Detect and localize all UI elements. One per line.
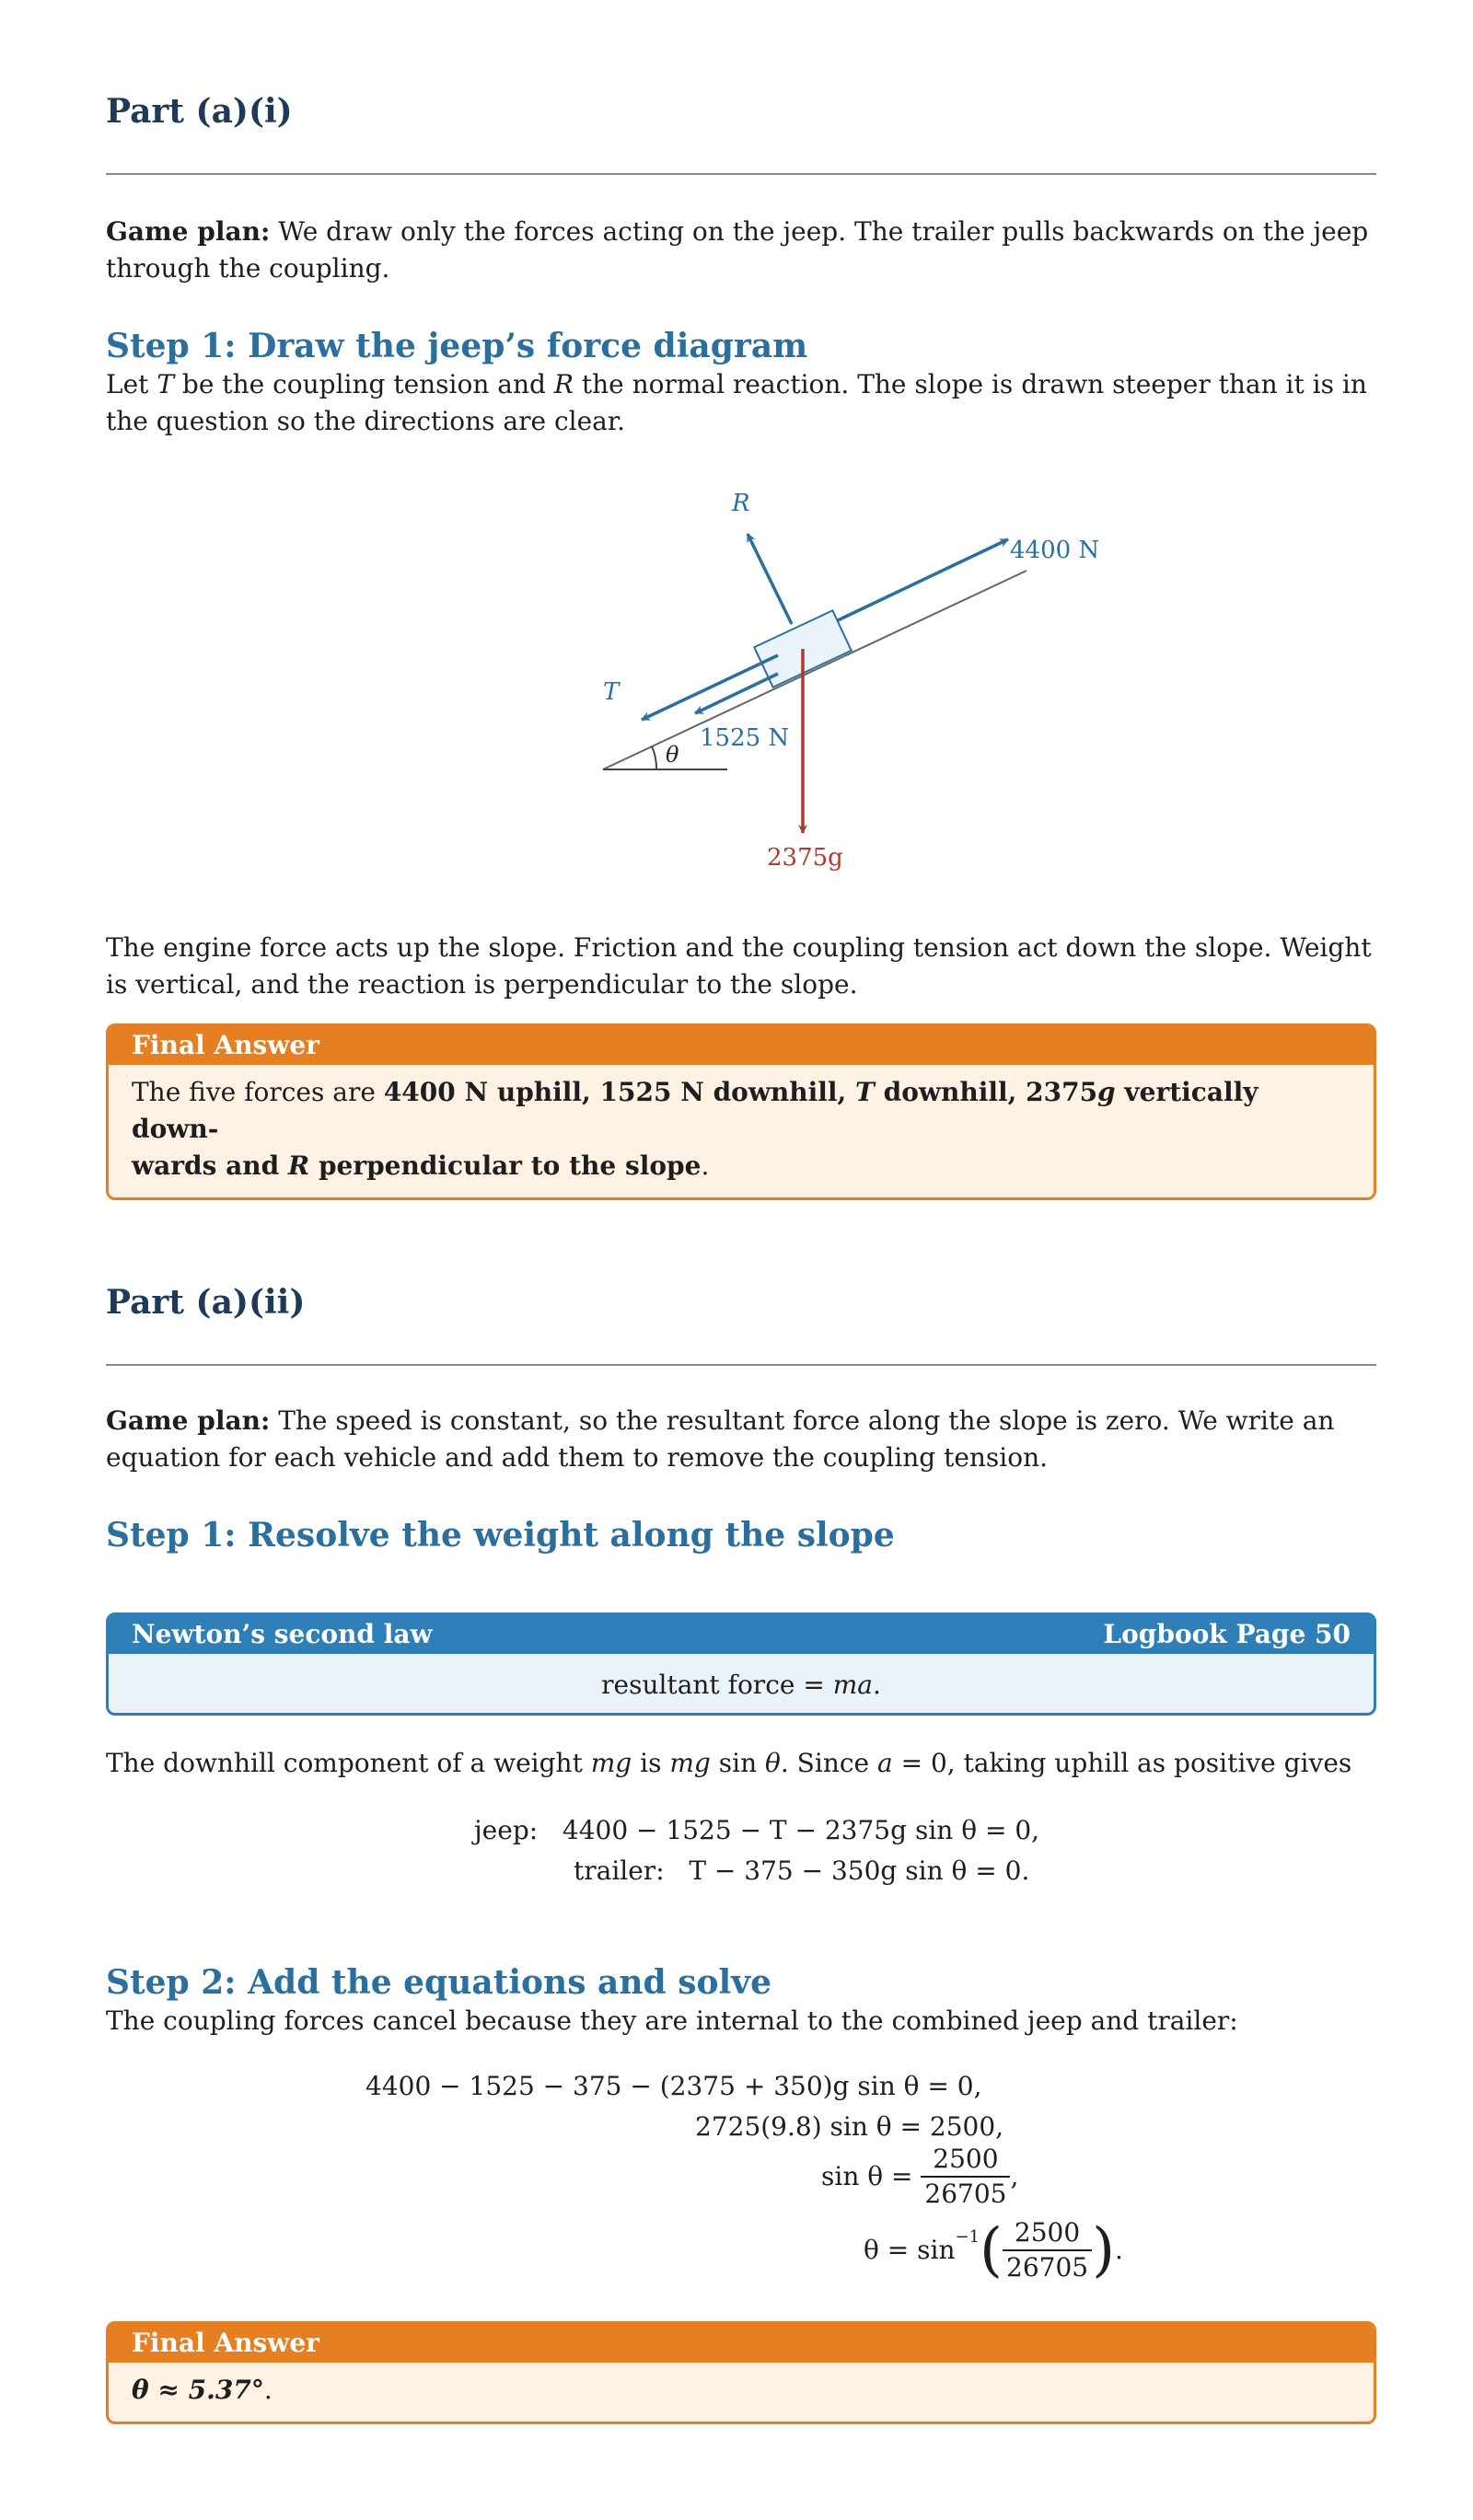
weight-label: 2375g — [767, 844, 843, 872]
math-mg: mg — [590, 1748, 632, 1778]
denominator: 26705 — [924, 2179, 1007, 2209]
text: The five forces are — [132, 1077, 384, 1107]
part-a-ii-step1-title: Step 1: Resolve the weight along the slope — [106, 1516, 895, 1555]
math-a: a — [877, 1748, 893, 1778]
engine-force-arrow — [838, 539, 1008, 620]
text: downhill, 2375 — [874, 1077, 1098, 1107]
text: , — [1010, 2161, 1019, 2191]
text: sin θ = — [821, 2161, 913, 2191]
final-answer-heading: Final Answer — [109, 1026, 1374, 1065]
part-a-i-step1-text — [106, 366, 1376, 440]
jeep-equation — [474, 1811, 1039, 1850]
numerator: 2500 — [1003, 2216, 1092, 2251]
trailer-label: trailer: — [574, 1855, 665, 1886]
tension-label: T — [603, 678, 620, 706]
angle-arc — [652, 746, 656, 769]
numerator: 2500 — [921, 2143, 1010, 2178]
text: θ = sin — [864, 2235, 956, 2265]
part-a-i-step1-title: Step 1: Draw the jeep’s force diagram — [106, 327, 808, 365]
friction-label: 1525 N — [700, 724, 790, 752]
jeep-label: jeep: — [474, 1815, 539, 1845]
theorem-title: Newton’s second law — [132, 1619, 433, 1649]
trailer-equation — [574, 1852, 1029, 1890]
newtons-law-box — [106, 1613, 1376, 1716]
text: . — [1115, 2235, 1123, 2265]
text: = 0, taking uphill as positive gives — [892, 1748, 1352, 1778]
math-mg: mg — [669, 1748, 711, 1778]
force-diagram — [474, 469, 1137, 902]
jeep-equation-text: 4400 − 1525 − T − 2375g sin θ = 0, — [562, 1815, 1040, 1845]
part-a-i-after-diagram: The engine force acts up the slope. Friction and the coupling tension act down the slope. Weight is vertical, and the reaction is perpendicular to the slope. — [106, 932, 1372, 1000]
sum-equation-3 — [821, 2143, 1018, 2211]
text: . — [701, 1150, 710, 1181]
text: Let — [106, 369, 157, 399]
fraction — [1003, 2216, 1092, 2284]
sum-equation-1: 4400 − 1525 − 375 − (2375 + 350)g sin θ = 0, — [365, 2071, 982, 2101]
math-T: T — [157, 369, 175, 399]
engine-force-label: 4400 N — [1010, 537, 1100, 564]
part-a-ii-step2-text: The coupling forces cancel because they are internal to the combined jeep and trailer: — [106, 2006, 1238, 2036]
text: wards and — [132, 1150, 288, 1181]
final-answer-body — [109, 1065, 1374, 1197]
math-T: T — [855, 1077, 875, 1107]
weight-component-text — [106, 1745, 1376, 1782]
text: the normal reaction. The slope is drawn steeper than it is in the question so the directions are clear. — [106, 369, 1367, 436]
reaction-arrow — [748, 534, 792, 624]
math-R: R — [553, 369, 574, 399]
text: . — [872, 1670, 881, 1700]
text: vertically down- — [132, 1077, 1258, 1144]
part-a-ii-step2-title: Step 2: Add the equations and solve — [106, 1963, 772, 2002]
text: sin — [710, 1748, 766, 1778]
newtons-law-heading — [109, 1615, 1374, 1654]
game-plan-text: We draw only the forces acting on the jeep. The trailer pulls backwards on the jeep through the coupling. — [106, 216, 1369, 283]
sum-equation-4: θ = sin $^{-1}$ ( $\frac{2500}{26705}$ ) . — [864, 2216, 1123, 2284]
logbook-reference: Logbook Page 50 — [1103, 1619, 1351, 1649]
fraction — [921, 2143, 1010, 2211]
text: resultant force = — [601, 1670, 833, 1700]
game-plan-text: The speed is constant, so the resultant force along the slope is zero. We write an equation for each vehicle and add them to remove the coupling tension. — [106, 1405, 1335, 1473]
part-a-ii-game-plan — [106, 1403, 1376, 1476]
game-plan-label: Game plan: — [106, 1405, 271, 1436]
text: . Since — [780, 1748, 877, 1778]
reaction-label: R — [732, 490, 750, 517]
game-plan-label: Game plan: — [106, 216, 271, 247]
part-a-ii-title: Part (a)(ii) — [106, 1283, 306, 1322]
text: perpendicular to the slope — [309, 1150, 702, 1181]
trailer-equation-text: T − 375 − 350g sin θ = 0. — [689, 1855, 1030, 1886]
text: is — [632, 1748, 670, 1778]
theta-label: θ — [666, 742, 679, 768]
part-a-i-title: Part (a)(i) — [106, 92, 293, 131]
math-theta: θ — [765, 1748, 781, 1778]
text: be the coupling tension and — [174, 369, 554, 399]
final-answer-heading: Final Answer — [109, 2324, 1374, 2363]
newtons-law-body — [109, 1654, 1374, 1713]
math-ma: ma — [832, 1670, 873, 1700]
part-a-i-final-answer-box — [106, 1023, 1376, 1200]
final-answer-body — [109, 2363, 1374, 2422]
math-R: R — [287, 1150, 310, 1181]
text: The downhill component of a weight — [106, 1748, 591, 1778]
math-g: g — [1097, 1077, 1116, 1107]
part-a-ii-rule — [106, 1364, 1376, 1366]
tension-arrow — [642, 655, 778, 720]
slope-line — [603, 571, 1026, 769]
part-a-i-game-plan — [106, 214, 1376, 287]
final-answer-value: θ ≈ 5.37° — [132, 2375, 264, 2405]
denominator: 26705 — [1006, 2252, 1089, 2283]
text: . — [263, 2375, 273, 2405]
text: 4400 N uphill, 1525 N downhill, — [383, 1077, 856, 1107]
part-a-i-rule — [106, 173, 1376, 175]
part-a-ii-final-answer-box — [106, 2321, 1376, 2424]
sum-equation-2: 2725(9.8) sin θ = 2500, — [695, 2111, 1004, 2142]
